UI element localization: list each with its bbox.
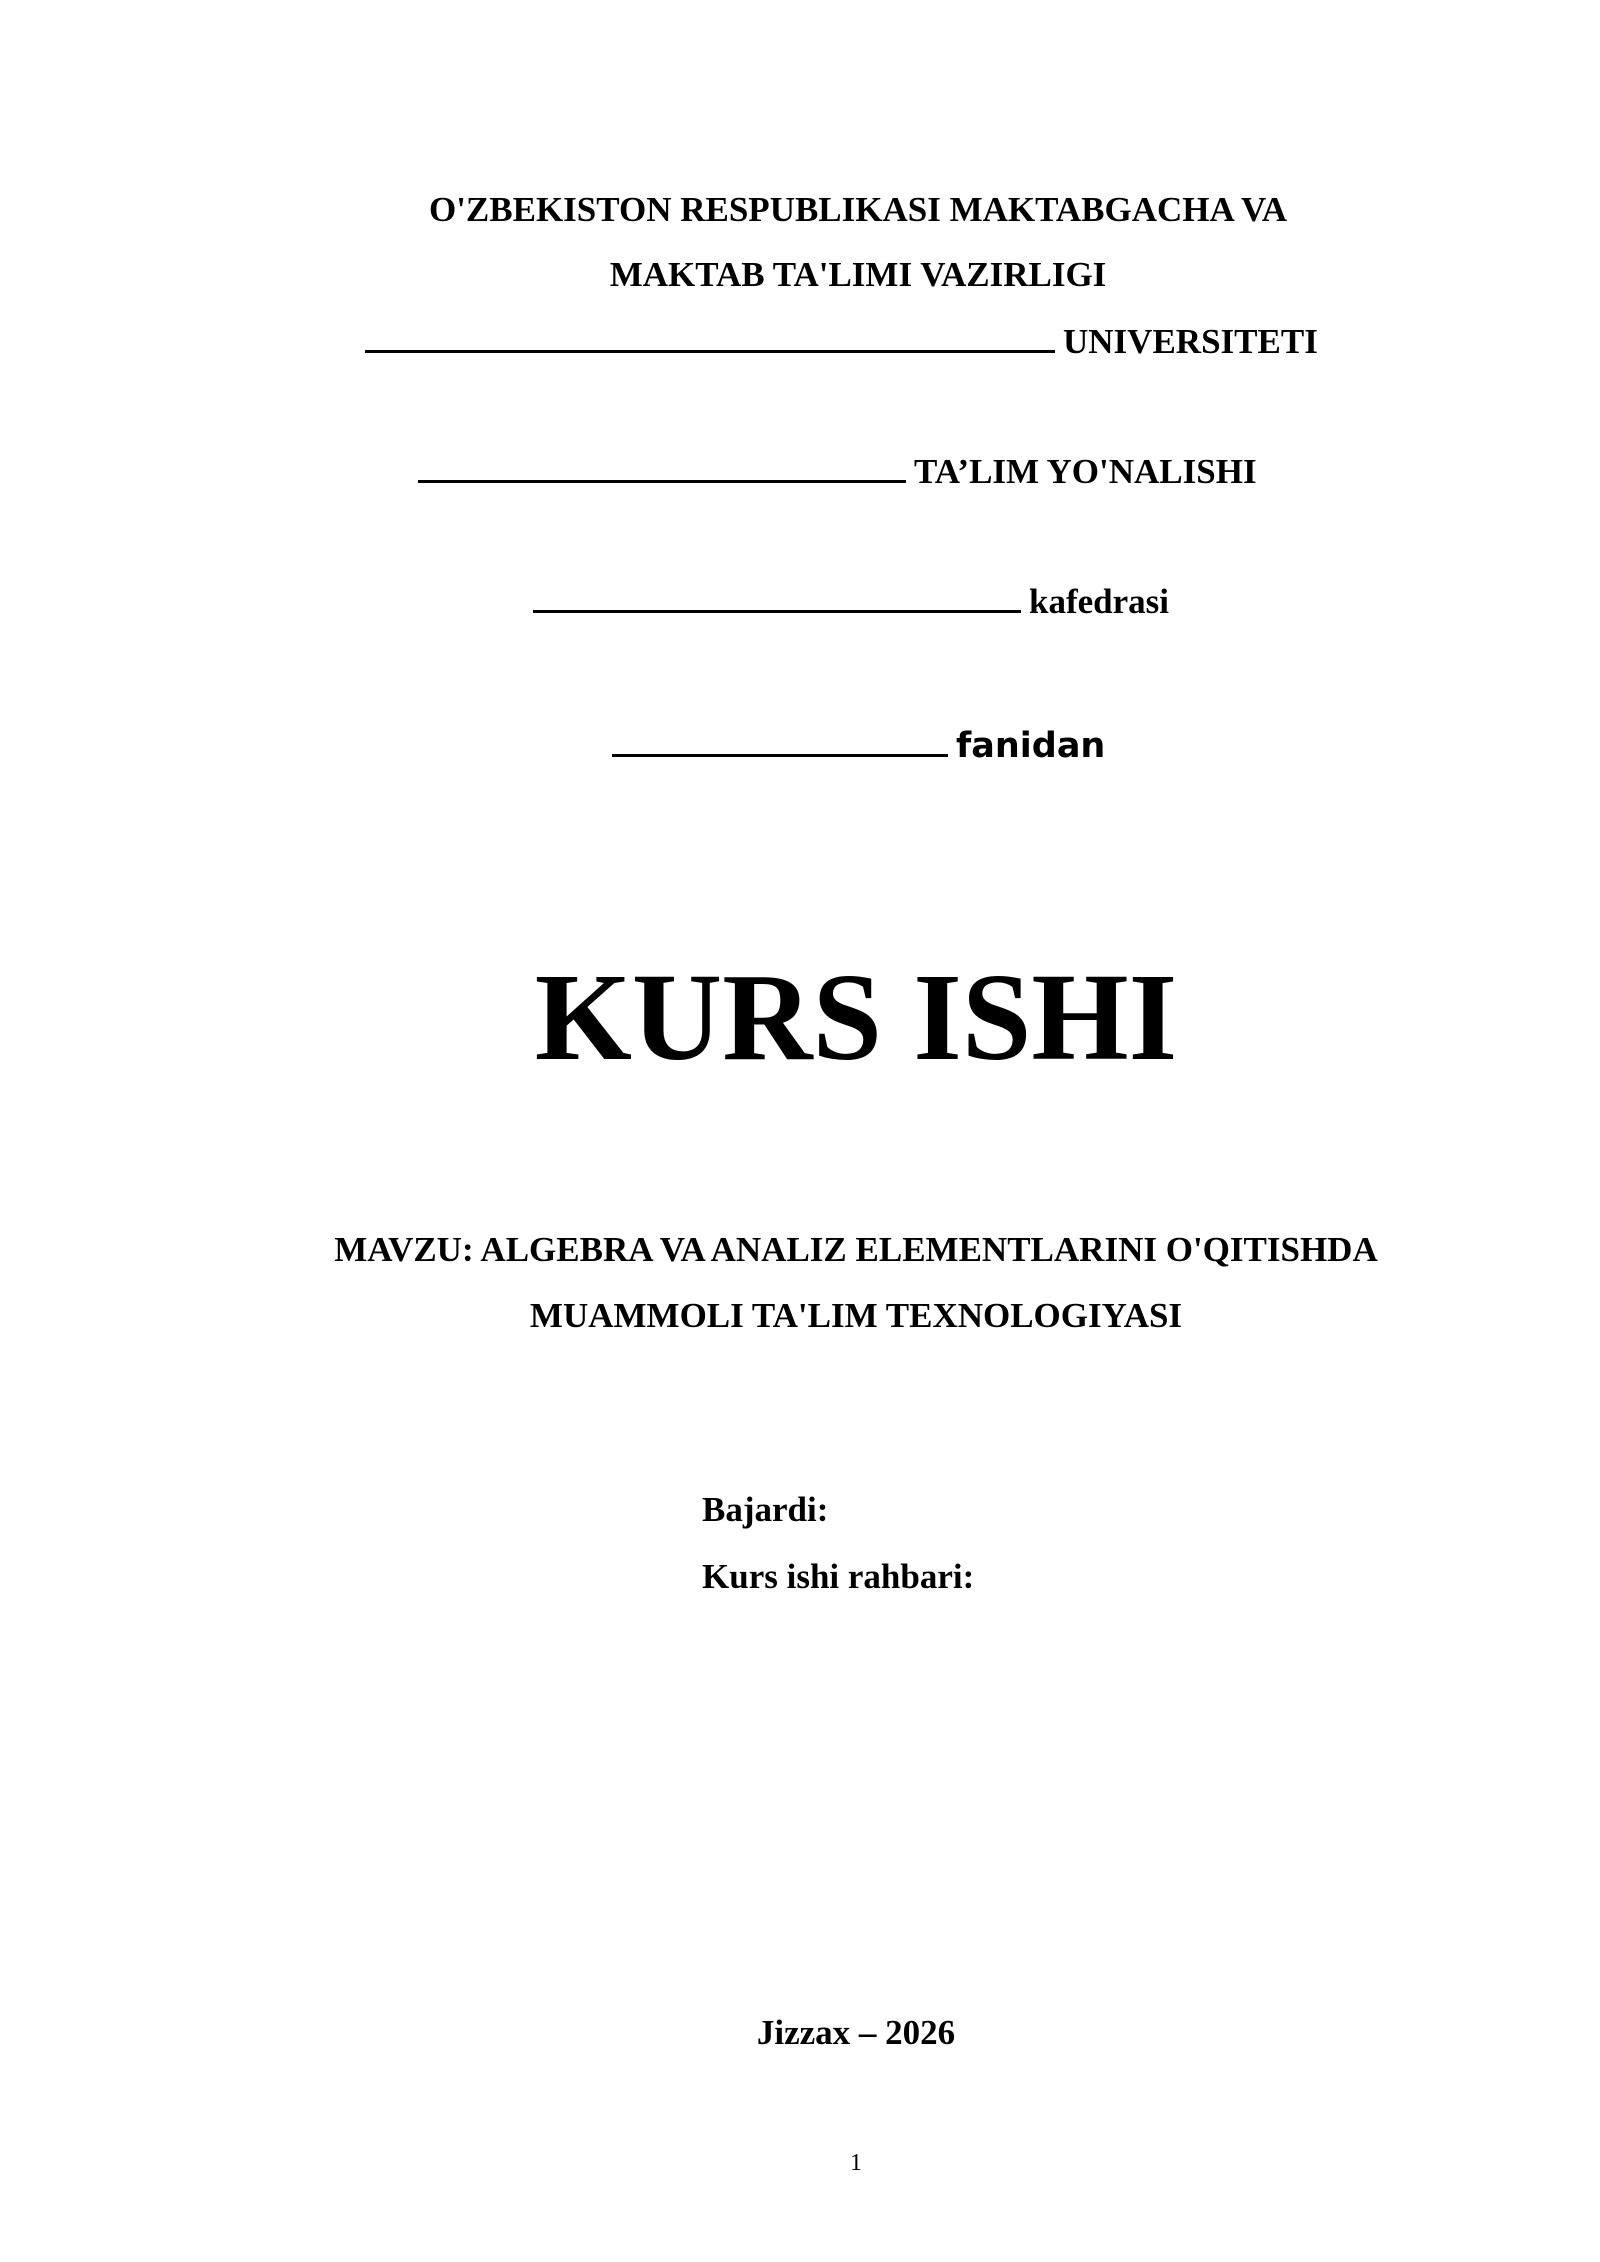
ministry-title-line-1: O'ZBEKISTON RESPUBLIKASI MAKTABGACHA VA [428, 190, 1288, 229]
subject-suffix: fanidan [956, 726, 1106, 766]
document-title: KURS ISHI [534, 949, 1178, 1087]
direction-row [418, 450, 1257, 492]
subject-blank-line [612, 724, 948, 757]
city-year: Jizzax – 2026 [756, 2013, 956, 2052]
kafedra-row [533, 580, 1169, 622]
supervisor-label: Kurs ishi rahbari: [702, 1557, 975, 1596]
performed-by-label: Bajardi: [702, 1490, 829, 1529]
ministry-title-line-2: MAKTAB TA'LIMI VAZIRLIGI [609, 255, 1107, 294]
university-blank-line [365, 320, 1055, 353]
page-number: 1 [850, 2150, 862, 2176]
direction-suffix: TA’LIM YO'NALISHI [914, 452, 1257, 491]
university-row [365, 320, 1318, 362]
direction-blank-line [418, 450, 906, 483]
university-suffix: UNIVERSITETI [1063, 322, 1318, 361]
topic-line-2: MUAMMOLI TA'LIM TEXNOLOGIYASI [529, 1296, 1183, 1335]
subject-row [612, 724, 1105, 766]
kafedra-blank-line [533, 580, 1021, 613]
topic-line-1: MAVZU: ALGEBRA VA ANALIZ ELEMENTLARINI O'QITISHDA [334, 1230, 1378, 1269]
kafedra-suffix: kafedrasi [1029, 582, 1169, 621]
